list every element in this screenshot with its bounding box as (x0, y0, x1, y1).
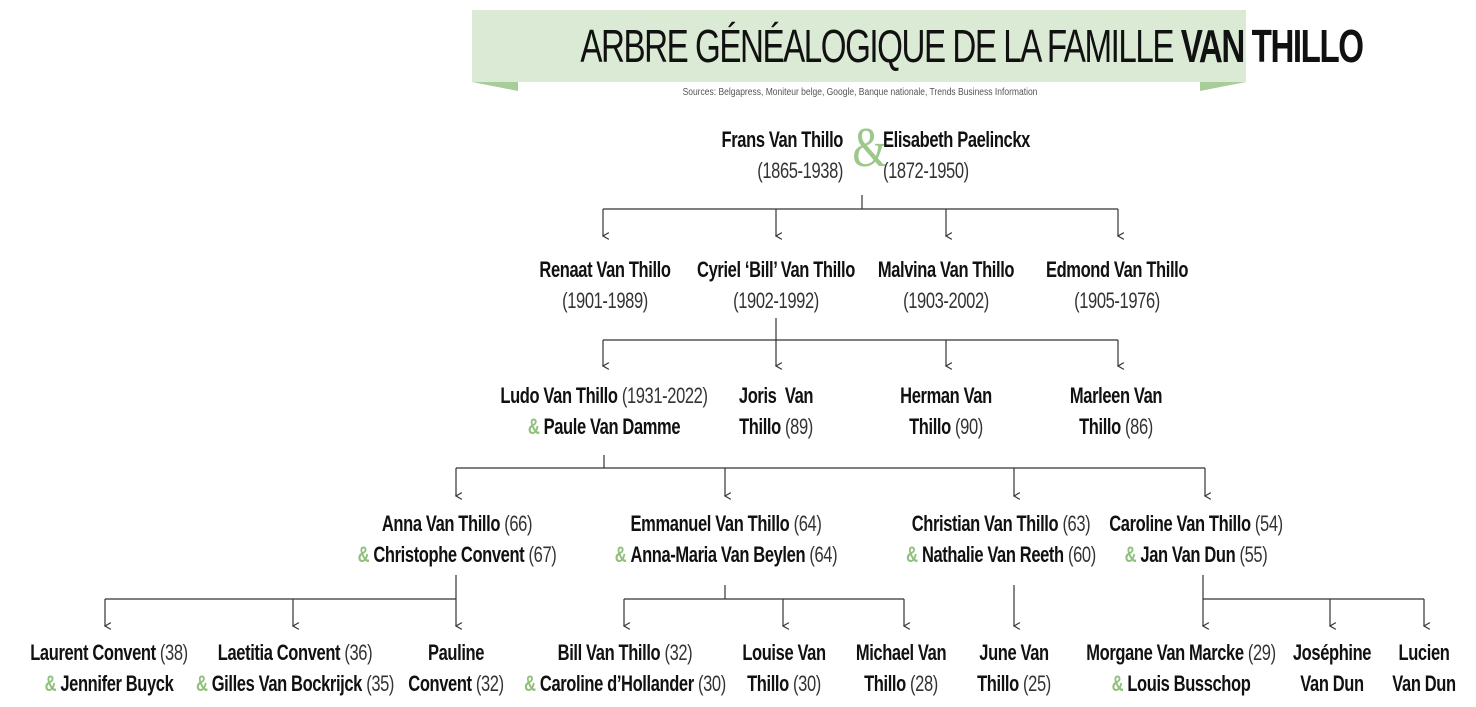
gen5-lucien (1392, 637, 1455, 699)
gen2-edmond (1046, 254, 1188, 316)
gen5-laurent (30, 637, 188, 699)
partner-name: Jennifer Buyck (60, 671, 174, 696)
person-years: (1901-1989) (562, 288, 648, 313)
person-name: Caroline Van Thillo (1109, 511, 1251, 536)
person-age: (66) (504, 511, 533, 536)
gen3-herman (900, 380, 992, 442)
person-name-line2: Convent (408, 671, 472, 696)
gen5-louise (742, 637, 825, 699)
gen4-christian (906, 508, 1096, 570)
person-age: (90) (955, 414, 983, 439)
gen5-morgane (1086, 637, 1275, 699)
partner-age: (35) (366, 671, 395, 696)
partner-name: Paule Van Damme (543, 414, 681, 439)
gen5-michael (856, 637, 946, 699)
gen5-june (977, 637, 1051, 699)
gen2-malvina (878, 254, 1014, 316)
person-name-line1: Lucien (1398, 640, 1450, 665)
partner-age: (60) (1067, 542, 1096, 567)
person-age: (25) (1023, 671, 1051, 696)
person-name-line2: Thillo (739, 414, 781, 439)
person-years: (1865-1938) (757, 158, 843, 183)
partner-ampersand: & (906, 542, 918, 567)
person-age: (29) (1247, 640, 1276, 665)
person-name: Edmond Van Thillo (1045, 257, 1189, 282)
person-name: Frans Van Thillo (721, 127, 843, 152)
partner-ampersand: & (1124, 542, 1137, 567)
partner-age: (30) (698, 671, 726, 696)
partner-ampersand: & (1111, 671, 1124, 696)
person-name-line2: Thillo (977, 671, 1019, 696)
person-name-line1: Joséphine (1292, 640, 1372, 665)
person-age: (30) (793, 671, 821, 696)
person-age: (36) (344, 640, 373, 665)
person-name-line1: June Van (979, 640, 1049, 665)
partner-name: Jan Van Dun (1140, 542, 1236, 567)
person-age: (63) (1062, 511, 1091, 536)
person-name: Bill Van Thillo (557, 640, 661, 665)
person-name-line2: Van Dun (1300, 671, 1364, 696)
gen4-emmanuel (615, 508, 837, 570)
gen4-caroline (1109, 508, 1282, 570)
person-name: Morgane Van Marcke (1086, 640, 1244, 665)
person-name-line1: Pauline (427, 640, 485, 665)
partner-ampersand: & (527, 414, 540, 439)
person-age: (54) (1254, 511, 1283, 536)
title-prefix: ARBRE GÉNÉALOGIQUE DE LA FAMILLE (580, 20, 1173, 72)
partner-ampersand: & (195, 671, 208, 696)
gen5-josephine (1293, 637, 1371, 699)
partner-age: (55) (1235, 542, 1268, 567)
sources-note: Sources: Belgapress, Moniteur belge, Google, Banque nationale, Trends Business Information (682, 87, 1038, 98)
person-name: Anna Van Thillo (381, 511, 501, 536)
person-age: (32) (664, 640, 693, 665)
gen3-ludo (500, 380, 707, 442)
person-age: (64) (793, 511, 822, 536)
person-name-line1: Marleen Van (1069, 383, 1163, 408)
gen2-cyriel (697, 254, 855, 316)
partner-name: Christophe Convent (373, 542, 525, 567)
person-name-line2: Thillo (1079, 414, 1121, 439)
person-name-line2: Thillo (909, 414, 951, 439)
gen2-renaat (539, 254, 670, 316)
gen4-anna (358, 508, 557, 570)
person-name: Elisabeth Paelinckx (883, 127, 1030, 152)
partner-ampersand: & (614, 542, 627, 567)
partner-age: (67) (528, 542, 557, 567)
person-name: Ludo Van Thillo (500, 383, 618, 408)
person-name: Laurent Convent (30, 640, 156, 665)
gen3-marleen (1070, 380, 1162, 442)
person-age: (89) (785, 414, 813, 439)
couple-ampersand: & (852, 117, 888, 179)
person-name-line2: Thillo (864, 671, 906, 696)
person-age: (32) (475, 671, 504, 696)
gen5-pauline (408, 637, 503, 699)
gen3-joris (739, 380, 813, 442)
partner-name: Nathalie Van Reeth (921, 542, 1064, 567)
person-name-line1: Louise Van (742, 640, 826, 665)
root-person-frans (631, 124, 843, 186)
person-years: (1872-1950) (883, 158, 969, 183)
person-name: Laetitia Convent (217, 640, 341, 665)
title-family-name: VAN THILLO (1180, 20, 1363, 72)
person-name-line2: Thillo (747, 671, 789, 696)
person-years: (1905-1976) (1074, 288, 1160, 313)
person-years: (1931-2022) (621, 383, 708, 408)
partner-name: Caroline d’Hollander (539, 671, 694, 696)
person-name: Cyriel ‘Bill’ Van Thillo (697, 257, 855, 282)
person-name: Emmanuel Van Thillo (630, 511, 790, 536)
person-years: (1902-1992) (733, 288, 819, 313)
person-years: (1903-2002) (903, 288, 989, 313)
partner-age: (64) (809, 542, 838, 567)
person-name-line1: Herman Van (900, 383, 992, 408)
person-name-line1: Joris Van (738, 383, 814, 408)
person-age: (38) (159, 640, 188, 665)
partner-ampersand: & (44, 671, 57, 696)
person-name: Christian Van Thillo (911, 511, 1059, 536)
gen5-bill (524, 637, 726, 699)
person-name-line1: Michael Van (855, 640, 947, 665)
partner-ampersand: & (357, 542, 370, 567)
person-name: Malvina Van Thillo (877, 257, 1015, 282)
person-name-line2: Van Dun (1392, 671, 1456, 696)
partner-name: Gilles Van Bockrijck (211, 671, 362, 696)
root-person-elisabeth (883, 124, 1078, 186)
gen5-laetitia (196, 637, 394, 699)
partner-ampersand: & (524, 671, 536, 696)
person-age: (28) (910, 671, 938, 696)
partner-name: Louis Busschop (1127, 671, 1251, 696)
person-age: (86) (1125, 414, 1153, 439)
partner-name: Anna-Maria Van Beylen (630, 542, 806, 567)
person-name: Renaat Van Thillo (539, 257, 671, 282)
